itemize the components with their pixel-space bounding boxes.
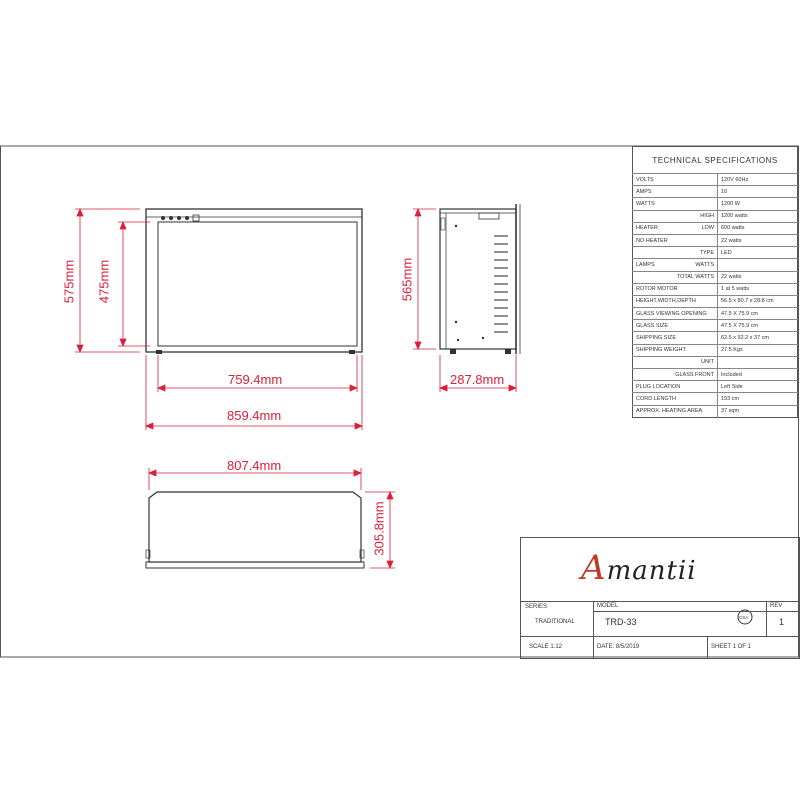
spec-row	[633, 174, 798, 186]
spec-value: 600 watts	[718, 222, 798, 234]
spec-label: WATTS	[636, 200, 655, 207]
dim-side-depth: 287.8mm	[450, 372, 505, 387]
dim-front-inner-width: 759.4mm	[228, 372, 283, 387]
spec-value: 10	[718, 186, 798, 198]
spec-row	[633, 295, 798, 307]
spec-value: 1 at 5 watts	[718, 283, 798, 295]
spec-label: ROTOR MOTOR	[636, 286, 678, 293]
spec-sublabel: GLASS FRONT	[675, 371, 714, 378]
spec-value: LED	[718, 247, 798, 259]
dim-front-total-width: 859.4mm	[227, 408, 282, 423]
spec-value: 22 watts	[718, 271, 798, 283]
spec-row	[633, 308, 798, 320]
spec-row	[633, 344, 798, 356]
spec-label: SHIPPING SIZE	[636, 335, 677, 342]
top-body	[149, 492, 361, 562]
spec-row	[633, 222, 798, 234]
sheet-number: SHEET 1 OF 1	[711, 644, 751, 650]
spec-label: GLASS VIEWING OPENING	[636, 310, 707, 317]
dim-front-total-height: 575mm	[61, 259, 77, 304]
front-glass	[158, 222, 357, 346]
spec-value: 1200 watts	[718, 210, 798, 222]
control-buttons	[161, 215, 199, 221]
spec-row	[633, 186, 798, 198]
spec-row	[633, 320, 798, 332]
spec-sublabel: WATTS	[695, 261, 714, 268]
spec-value	[718, 356, 798, 368]
spec-row	[633, 259, 798, 271]
spec-value: Left Side	[718, 381, 798, 393]
spec-value: 47.5 X 75.9 cm	[718, 308, 798, 320]
spec-row	[633, 247, 798, 259]
spec-sublabel: TOTAL WATTS	[676, 274, 714, 281]
spec-row	[633, 405, 798, 417]
spec-value: 62.5 x 92.2 x 37 cm	[718, 332, 798, 344]
front-dimension-lines	[75, 209, 362, 430]
model-label: MODEL	[597, 603, 619, 609]
spec-value: 47.5 X 75.9 cm	[718, 320, 798, 332]
front-frame	[146, 209, 362, 352]
spec-label: PLUG LOCATION	[636, 383, 681, 390]
spec-row	[633, 393, 798, 405]
spec-value: 1200 W	[718, 198, 798, 210]
spec-value: 120V 60Hz	[718, 174, 798, 186]
dim-side-height: 565mm	[399, 257, 415, 302]
spec-row	[633, 369, 798, 381]
spec-sublabel: TYPE	[699, 249, 714, 256]
series-value: TRADITIONAL	[535, 619, 575, 625]
spec-label: SHIPPING WEIGHT	[636, 347, 686, 354]
spec-row	[633, 198, 798, 210]
rev-label: REV	[770, 603, 783, 609]
top-view	[146, 492, 364, 568]
brand-logo: Amantii	[581, 548, 697, 588]
spec-value: 56.5 x 80.7 x 28.8 cm	[718, 295, 798, 307]
spec-value	[718, 259, 798, 271]
spec-value: Included	[718, 369, 798, 381]
series-label: SERIES	[525, 604, 548, 610]
spec-label: HEATER	[636, 225, 658, 232]
spec-value: 27.5 Kgs	[718, 344, 798, 356]
spec-row	[633, 356, 798, 368]
dim-front-inner-height: 475mm	[96, 259, 112, 304]
spec-table-title: TECHNICAL SPECIFICATIONS	[652, 155, 778, 165]
side-view	[440, 204, 520, 354]
spec-row	[633, 332, 798, 344]
spec-label: HEIGHT,WIDTH,DEPTH	[636, 298, 696, 305]
spec-row	[633, 283, 798, 295]
spec-table-body	[633, 174, 798, 418]
front-view	[146, 209, 362, 354]
spec-label: CORD LENGTH	[636, 395, 677, 402]
spec-row	[633, 210, 798, 222]
spec-sublabel: LOW	[701, 225, 714, 232]
spec-label: AMPS	[636, 188, 652, 195]
scale: SCALE 1:12	[529, 644, 563, 650]
spec-sublabel: UNIT	[701, 359, 714, 366]
spec-sublabel: HIGH	[700, 213, 714, 220]
spec-value: 22 watts	[718, 234, 798, 246]
top-dimension-lines	[149, 468, 395, 568]
drawing-date: DATE: 8/5/2019	[597, 644, 640, 650]
spec-label: APPROX. HEATING AREA	[636, 408, 703, 415]
spec-label: LAMPS	[636, 261, 655, 268]
spec-label: NO HEATER	[636, 237, 668, 244]
dim-top-depth: 305.8mm	[371, 501, 387, 556]
spec-value: 37 sqm	[718, 405, 798, 417]
vent-slots	[494, 236, 508, 332]
spec-row	[633, 234, 798, 246]
csa-mark-text: CSA	[739, 615, 749, 620]
dim-top-width: 807.4mm	[227, 458, 282, 473]
spec-row	[633, 271, 798, 283]
spec-label: GLASS SIZE	[636, 322, 669, 329]
side-body	[440, 209, 516, 349]
rev-value: 1	[779, 617, 785, 627]
spec-row	[633, 381, 798, 393]
technical-specifications-table	[632, 146, 798, 418]
title-block	[520, 537, 800, 659]
spec-value: 193 cm	[718, 393, 798, 405]
spec-label: VOLTS	[636, 176, 654, 183]
model-value: TRD-33	[605, 617, 637, 627]
